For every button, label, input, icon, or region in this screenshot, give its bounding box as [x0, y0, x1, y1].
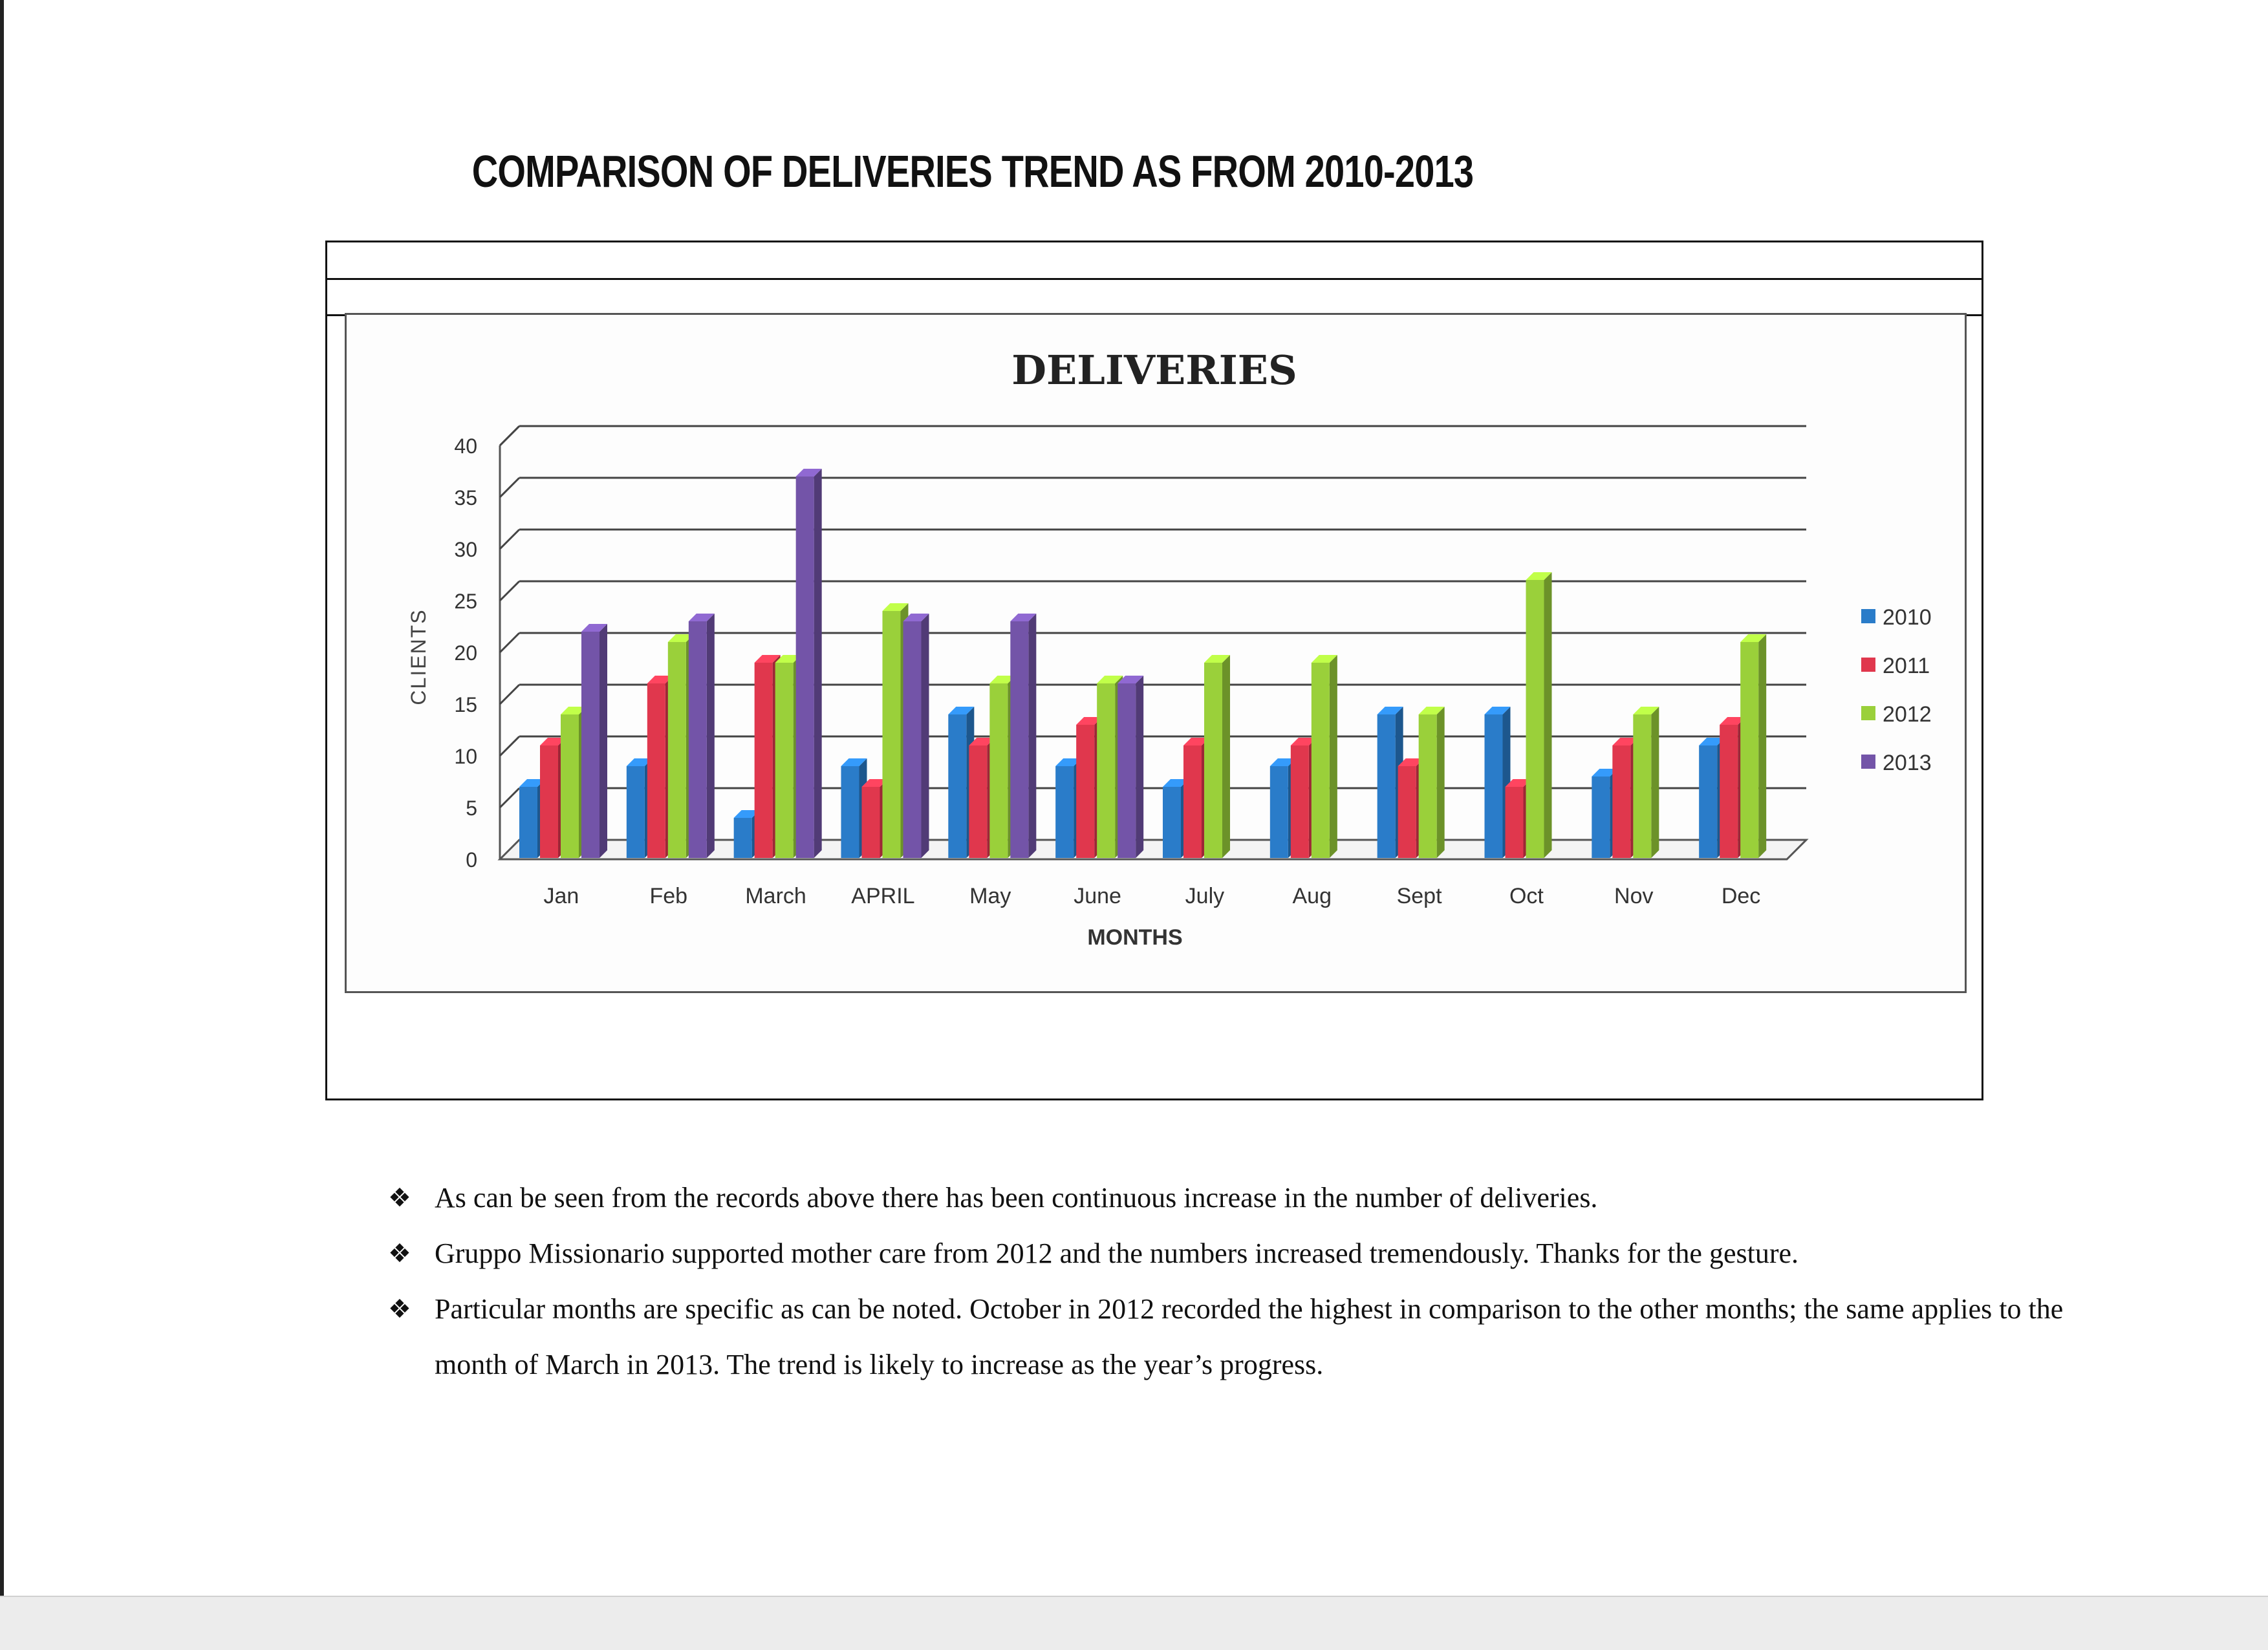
note-text: As can be seen from the records above there has been continuous increase in the number of deliveries. — [435, 1182, 1598, 1214]
bar-side — [599, 624, 607, 858]
gridline-depth — [500, 685, 519, 704]
bar — [689, 614, 715, 858]
x-tick-label: Jan — [543, 884, 579, 908]
y-tick-label: 5 — [466, 797, 477, 820]
bar-front — [581, 632, 599, 858]
x-axis-title: MONTHS — [1087, 925, 1183, 950]
bar-front — [1485, 714, 1503, 858]
gridline-depth — [500, 478, 519, 497]
bar-side — [1136, 676, 1143, 858]
y-axis-ticks — [454, 434, 477, 872]
x-tick-label: Aug — [1292, 884, 1332, 908]
note-item — [388, 1170, 2134, 1226]
bullet-diamond-icon: ❖ — [388, 1183, 411, 1213]
bar-side — [707, 614, 715, 858]
bar-side — [1437, 707, 1445, 858]
bar-front — [969, 745, 987, 858]
bar-front — [561, 714, 579, 858]
notes-list — [388, 1170, 2134, 1393]
bar-front — [796, 477, 814, 858]
x-axis-labels — [544, 884, 1761, 908]
legend-swatch — [1861, 706, 1875, 720]
y-tick-label: 15 — [454, 693, 477, 716]
bullet-diamond-icon: ❖ — [388, 1239, 411, 1269]
bar-side — [1028, 614, 1036, 858]
legend-swatch — [1861, 755, 1875, 769]
bar — [1526, 572, 1552, 858]
gridline-depth — [500, 581, 519, 601]
legend-label: 2013 — [1883, 751, 1932, 775]
x-tick-label: June — [1074, 884, 1121, 908]
bar-front — [1312, 663, 1330, 858]
note-item — [388, 1226, 2134, 1281]
bar-front — [647, 683, 665, 858]
x-tick-label: Feb — [649, 884, 688, 908]
bar-side — [1758, 634, 1766, 858]
bar — [1118, 676, 1143, 858]
bar-side — [1544, 572, 1552, 858]
y-tick-label: 35 — [454, 486, 477, 509]
bar — [903, 614, 929, 858]
bar-front — [1740, 642, 1758, 858]
y-tick-label: 30 — [454, 538, 477, 561]
legend-swatch — [1861, 658, 1875, 672]
bar-side — [922, 614, 929, 858]
bar-front — [1204, 663, 1222, 858]
bar-front — [1097, 683, 1115, 858]
y-tick-label: 0 — [466, 848, 477, 872]
bar-front — [1699, 745, 1717, 858]
x-tick-label: Sept — [1396, 884, 1442, 908]
bar-side — [1330, 655, 1337, 858]
bar-front — [1377, 714, 1396, 858]
bar — [1633, 707, 1659, 858]
gridline-depth — [500, 426, 519, 445]
y-tick-label: 10 — [454, 745, 477, 768]
bar-front — [948, 714, 966, 858]
x-tick-label: Oct — [1509, 884, 1544, 908]
bar-front — [540, 745, 558, 858]
y-tick-label: 40 — [454, 434, 477, 458]
legend-swatch — [1861, 609, 1875, 623]
scan-left-edge — [0, 0, 4, 1649]
x-tick-label: May — [969, 884, 1011, 908]
bar-front — [1055, 766, 1074, 858]
bar-front — [1526, 580, 1544, 858]
bar-front — [862, 787, 880, 858]
bar-front — [1291, 745, 1309, 858]
x-tick-label: APRIL — [851, 884, 915, 908]
gridline-depth — [500, 633, 519, 652]
bar-front — [755, 663, 773, 858]
y-axis-title: CLIENTS — [407, 608, 430, 705]
bar-front — [1398, 766, 1416, 858]
bar-front — [1419, 714, 1437, 858]
bar — [1312, 655, 1337, 858]
legend-label: 2011 — [1883, 654, 1930, 678]
y-tick-label: 25 — [454, 590, 477, 613]
bar — [581, 624, 607, 858]
bar — [1010, 614, 1036, 858]
bar-front — [1183, 745, 1202, 858]
bar-front — [519, 787, 537, 858]
bar-side — [814, 469, 822, 858]
x-tick-label: Dec — [1721, 884, 1761, 908]
chart-title: DELIVERIES — [1011, 347, 1297, 394]
bullet-diamond-icon: ❖ — [388, 1294, 411, 1324]
bar-front — [1270, 766, 1288, 858]
legend — [1861, 605, 1932, 775]
bar-front — [1592, 777, 1610, 858]
bar-front — [903, 621, 922, 858]
bar-front — [1506, 787, 1524, 858]
bar-side — [1651, 707, 1659, 858]
y-tick-label: 20 — [454, 641, 477, 665]
bar-front — [627, 766, 645, 858]
bar-side — [1222, 655, 1230, 858]
gridline-depth — [500, 788, 519, 808]
bar — [1204, 655, 1230, 858]
bar-front — [883, 611, 901, 858]
scan-bottom-band — [0, 1596, 2268, 1650]
frame-divider-top — [327, 278, 1982, 280]
bar-front — [668, 642, 686, 858]
x-tick-label: July — [1185, 884, 1225, 908]
x-tick-label: March — [745, 884, 806, 908]
bar-front — [1076, 725, 1094, 858]
deliveries-chart — [345, 313, 1967, 993]
bar — [796, 469, 822, 858]
legend-label: 2012 — [1883, 702, 1932, 727]
gridline-depth — [500, 530, 519, 549]
bar — [1419, 707, 1445, 858]
bar — [1740, 634, 1766, 858]
bar-front — [989, 683, 1008, 858]
bar-front — [1118, 683, 1136, 858]
bar-front — [1163, 787, 1181, 858]
note-text: Particular months are specific as can be noted. October in 2012 recorded the highest in comparison to the other months; the same applies to the month of March in 2013. The trend is likely to increase as the year’s progress. — [435, 1293, 2064, 1380]
page-title: COMPARISON OF DELIVERIES TREND AS FROM 2010-2013 — [471, 146, 1474, 197]
bars — [519, 469, 1766, 858]
bar-front — [775, 663, 794, 858]
legend-label: 2010 — [1883, 605, 1932, 630]
bar-front — [734, 818, 752, 858]
bar-front — [1633, 714, 1651, 858]
bar-front — [1720, 725, 1738, 858]
bar-front — [841, 766, 859, 858]
note-text: Gruppo Missionario supported mother care from 2012 and the numbers increased tremendously. Thanks for the gesture. — [435, 1238, 1799, 1269]
bar-front — [1010, 621, 1028, 858]
gridline-depth — [500, 736, 519, 756]
bar-front — [1612, 745, 1630, 858]
note-item — [388, 1281, 2134, 1393]
bar-front — [689, 621, 707, 858]
x-tick-label: Nov — [1614, 884, 1654, 908]
